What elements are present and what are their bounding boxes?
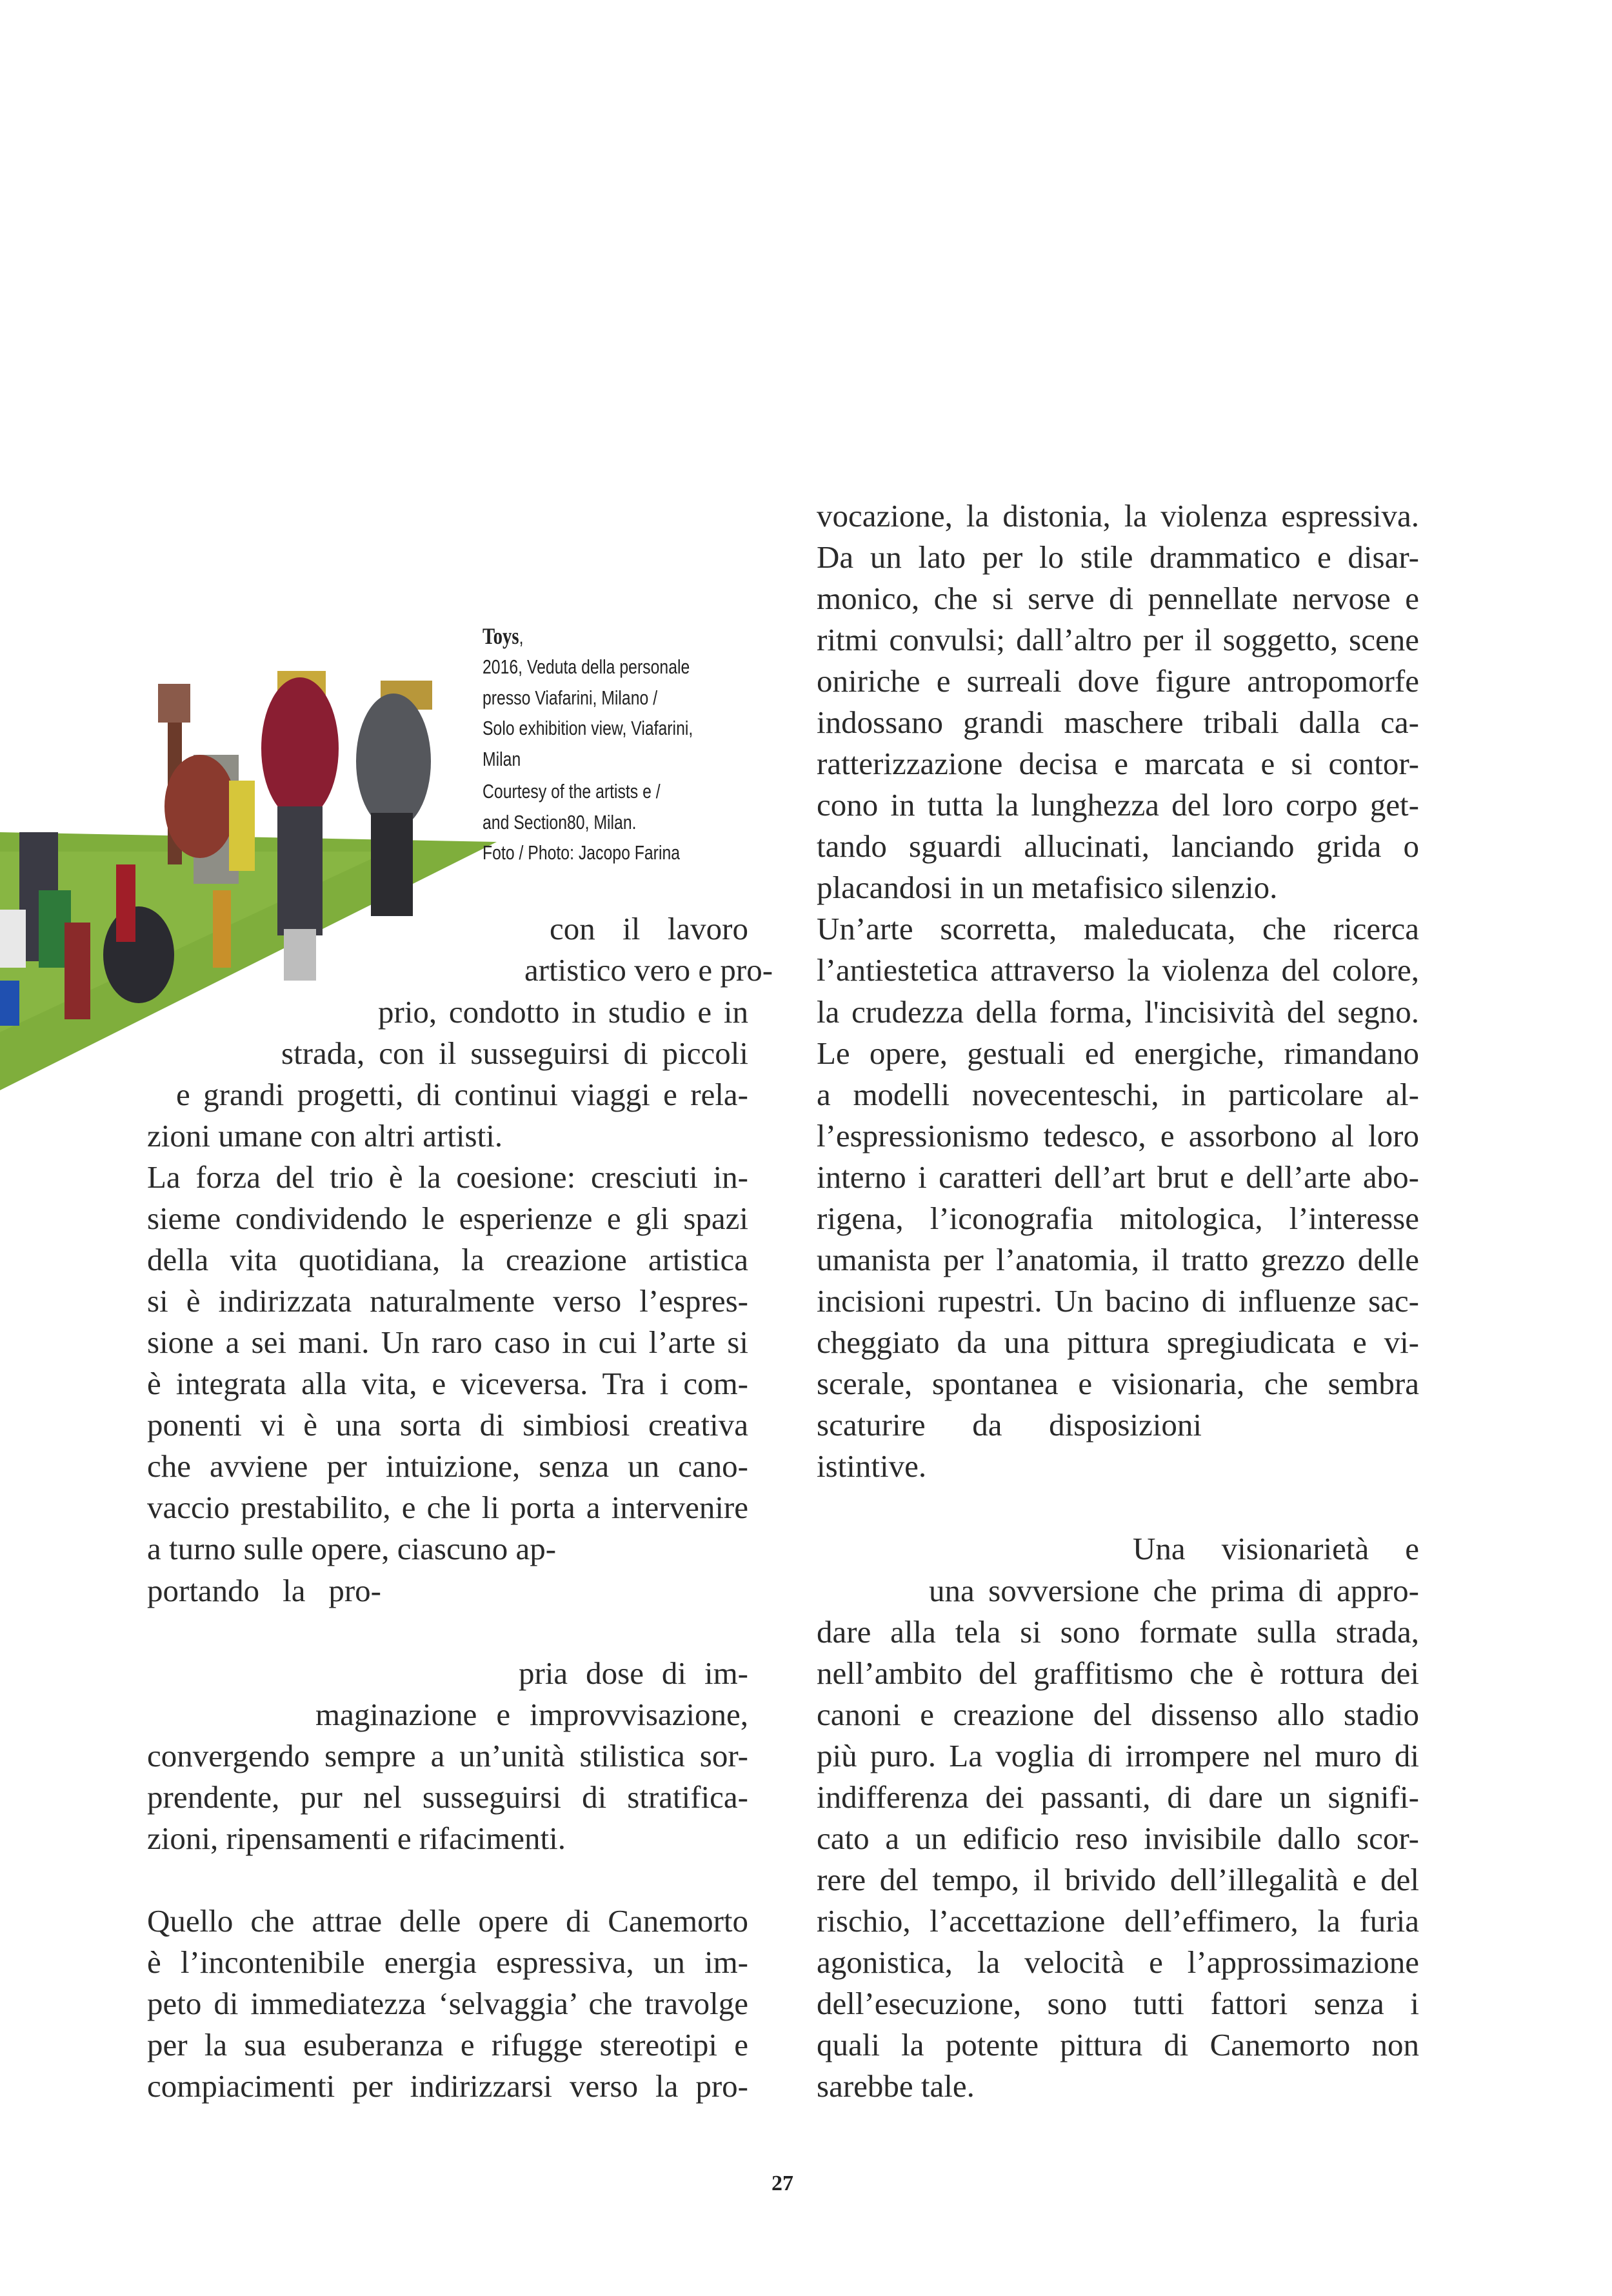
body-text-line: ratterizzazione decisa e marcata e si contor- [817, 746, 1419, 782]
body-text-line: sione a sei mani. Un raro caso in cui l’arte si [147, 1324, 748, 1361]
body-text-line: con il lavoro [550, 911, 748, 947]
body-text-line: maginazione e improvvisazione, [315, 1696, 748, 1732]
body-text-line: prendente, pur nel susseguirsi di stratifica- [147, 1779, 748, 1815]
body-text-line: della vita quotidiana, la creazione artistica [147, 1241, 748, 1277]
body-text-line: sarebbe tale. [817, 2068, 975, 2104]
body-text-line: sieme condividendo le esperienze e gli spazi [147, 1200, 748, 1236]
caption-comma: , [519, 626, 524, 648]
body-text-line: vaccio prestabilito, e che li porta a intervenire [147, 1490, 748, 1526]
brown-figure [164, 755, 235, 858]
body-text-line: per la sua esuberanza e rifugge stereotipi e [147, 2027, 748, 2063]
artwork-title: Toys [483, 623, 519, 649]
body-text-line: Un’arte scorretta, maleducata, che ricerca [817, 911, 1419, 947]
body-text-line: ritmi convulsi; dall’altro per il soggetto, scene [817, 621, 1419, 657]
body-text-line: rere del tempo, il brivido dell’illegalità e del [817, 1862, 1419, 1897]
body-text-line: a modelli novecenteschi, in particolare al- [817, 1076, 1419, 1112]
body-text-line: compiacimenti per indirizzarsi verso la pro- [147, 2068, 748, 2104]
body-text-line: più puro. La voglia di irrompere nel muro di [817, 1737, 1419, 1773]
body-text-line: nell’ambito del graffitismo che è rottura dei [817, 1655, 1419, 1691]
body-text-line: è integrata alla vita, e viceversa. Tra i com- [147, 1366, 748, 1402]
body-text-line: dare alla tela si sono formate sulla strada, [817, 1613, 1419, 1650]
body-text-line: oniriche e surreali dove figure antropomorfe [817, 663, 1419, 699]
caption-title [483, 623, 523, 650]
body-text-line: l’espressionismo tedesco, e assorbono al loro [817, 1117, 1419, 1153]
body-text-line: scerale, spontanea e visionaria, che sembra [817, 1366, 1419, 1402]
body-text-line: agonistica, la velocità e l’approssimazione [817, 1944, 1419, 1981]
body-text-line: l’antiestetica attraverso la violenza del colore, [817, 952, 1419, 988]
body-text-line: Le opere, gestuali ed energiche, rimandano [817, 1035, 1419, 1071]
body-text-line: la crudezza della forma, l'incisività del segno. [817, 993, 1419, 1030]
body-text-line: strada, con il susseguirsi di piccoli [281, 1035, 748, 1071]
body-text-line: placandosi in un metafisico silenzio. [817, 870, 1278, 906]
body-text-line: quali la potente pittura di Canemorto non [817, 2027, 1419, 2063]
body-text-line: rigena, l’iconografia mitologica, l’interesse [817, 1200, 1419, 1236]
black-head [103, 906, 174, 1003]
body-text-line: è l’incontenibile energia espressiva, un im- [147, 1944, 748, 1981]
body-text-line: La forza del trio è la coesione: cresciuti in- [147, 1159, 748, 1195]
body-text-line: cheggiato da una pittura spregiudicata e vi- [817, 1324, 1419, 1361]
body-text-line: prio, condotto in studio e in [378, 993, 748, 1030]
body-text-line: Quello che attrae delle opere di Canemorto [147, 1903, 748, 1939]
body-text-line: rischio, l’accettazione dell’effimero, la furia [817, 1903, 1419, 1939]
caption-line: presso Viafarini, Milano / [483, 686, 658, 709]
body-text-line: e grandi progetti, di continui viaggi e rela- [176, 1076, 748, 1112]
body-text-line: tando sguardi allucinati, lanciando grida o [817, 828, 1419, 864]
body-text-line: convergendo sempre a un’unità stilistica sor- [147, 1737, 748, 1773]
body-text-line: peto di immediatezza ‘selvaggia’ che travolge [147, 1986, 748, 2022]
body-text-line: vocazione, la distonia, la violenza espressiva. [817, 497, 1419, 534]
body-text-line: artistico vero e pro- [524, 952, 773, 988]
page-number: 27 [771, 2171, 793, 2195]
body-text-line: dell’esecuzione, sono tutti fattori senza i [817, 1986, 1419, 2022]
body-text-line: cono in tutta la lunghezza del loro corpo get- [817, 787, 1419, 823]
body-text-line: cato a un edificio reso invisibile dallo scor- [817, 1820, 1419, 1856]
caption-line: 2016, Veduta della personale [483, 655, 690, 678]
body-text-line: scaturire da disposizioni [817, 1407, 1202, 1443]
body-text-line: indossano grandi maschere tribali dalla ca- [817, 704, 1419, 741]
grey-mask-figure [356, 694, 431, 829]
body-text-line: a turno sulle opere, ciascuno ap- [147, 1531, 557, 1567]
body-text-line: canoni e creazione del dissenso allo stadio [817, 1696, 1419, 1732]
body-text-line: indifferenza dei passanti, di dare un signifi- [817, 1779, 1419, 1815]
body-text-line: una sovversione che prima di appro- [929, 1572, 1419, 1608]
body-text-line: monico, che si serve di pennellate nervose e [817, 580, 1419, 616]
body-text-line: Da un lato per lo stile drammatico e disar- [817, 539, 1419, 575]
red-mask-figure [261, 677, 339, 819]
body-text-line: ponenti vi è una sorta di simbiosi creativa [147, 1407, 748, 1443]
body-text-line: si è indirizzata naturalmente verso l’espres- [147, 1283, 748, 1319]
body-text-line: incisioni rupestri. Un bacino di influenze sac- [817, 1283, 1419, 1319]
caption-line: Solo exhibition view, Viafarini, [483, 717, 693, 739]
body-text-line: umanista per l’anatomia, il tratto grezzo delle [817, 1241, 1419, 1277]
caption-line: Foto / Photo: Jacopo Farina [483, 841, 681, 864]
body-text-line: pria dose di im- [519, 1655, 748, 1691]
body-text-line: zioni umane con altri artisti. [147, 1117, 503, 1153]
body-text-line: zioni, ripensamenti e rifacimenti. [147, 1820, 566, 1856]
body-text-line: interno i caratteri dell’art brut e dell’arte abo- [817, 1159, 1419, 1195]
caption-line: Milan [483, 748, 521, 770]
body-text-line: portando la pro- [147, 1572, 381, 1608]
body-text-line: che avviene per intuizione, senza un cano- [147, 1448, 748, 1484]
body-text-line: Una visionarietà e [1133, 1531, 1419, 1567]
caption-line: Courtesy of the artists e / [483, 780, 661, 803]
body-text-line: istintive. [817, 1448, 927, 1484]
caption-line: and Section80, Milan. [483, 811, 637, 834]
